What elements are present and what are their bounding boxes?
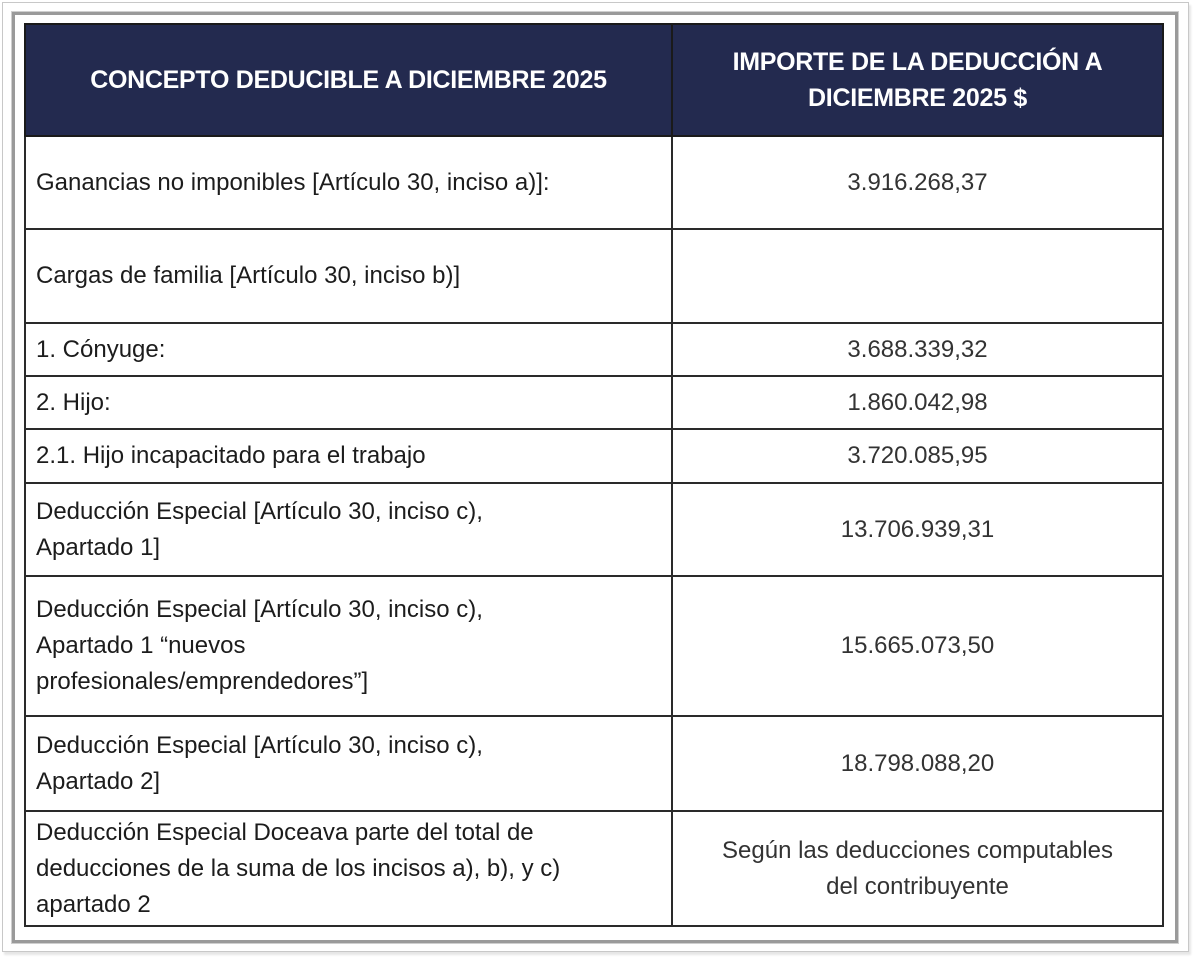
concept-cell [25, 716, 672, 811]
table-row [25, 716, 1163, 811]
concept-cell [25, 576, 672, 716]
concept-cell [25, 376, 672, 429]
concept-text: Deducción Especial [Artículo 30, inciso c), [36, 596, 483, 623]
concept-text: Apartado 2] [36, 767, 161, 795]
amount-text: del contribuyente [826, 872, 1009, 900]
amount-cell [672, 811, 1163, 926]
table-row [25, 376, 1163, 429]
table-row [25, 229, 1163, 323]
amount-text: 1.860.042,98 [847, 388, 988, 416]
amount-text: 3.916.268,37 [847, 168, 988, 196]
header-amount-line1: IMPORTE DE LA DEDUCCIÓN A [732, 48, 1103, 76]
table-row [25, 483, 1163, 576]
concept-text: profesionales/emprendedores”] [36, 668, 369, 695]
concept-text: Cargas de familia [Artículo 30, inciso b)] [36, 262, 461, 289]
header-row [25, 24, 1163, 136]
amount-text: Según las deducciones computables [722, 836, 1113, 864]
amount-cell [672, 716, 1163, 811]
concept-cell [25, 429, 672, 483]
concept-cell [25, 483, 672, 576]
concept-cell [25, 229, 672, 323]
table-row [25, 576, 1163, 716]
amount-text: 13.706.939,31 [840, 515, 995, 543]
concept-text: Apartado 1] [36, 533, 161, 561]
concept-text: 2.1. Hijo incapacitado para el trabajo [36, 442, 426, 469]
amount-cell [672, 483, 1163, 576]
concept-text: Deducción Especial [Artículo 30, inciso c), [36, 731, 483, 759]
concept-text: Deducción Especial [Artículo 30, inciso c), [36, 497, 483, 525]
amount-cell [672, 323, 1163, 376]
concept-text: apartado 2 [36, 890, 151, 918]
amount-cell [672, 429, 1163, 483]
concept-text: 1. Cónyuge: [36, 335, 166, 363]
amount-text: 18.798.088,20 [840, 749, 995, 777]
amount-text: 3.688.339,32 [847, 335, 988, 363]
amount-cell [672, 376, 1163, 429]
table-row [25, 323, 1163, 376]
concept-cell [25, 323, 672, 376]
table-row [25, 811, 1163, 926]
header-concept [25, 24, 672, 136]
table-row [25, 136, 1163, 229]
amount-cell [672, 229, 1163, 323]
table-body [25, 136, 1163, 926]
concept-text: Ganancias no imponibles [Artículo 30, inciso a)]: [36, 168, 550, 196]
concept-cell [25, 136, 672, 229]
header-amount-line2: DICIEMBRE 2025 $ [808, 84, 1027, 112]
header-amount [672, 24, 1163, 136]
concept-text: Deducción Especial Doceava parte del total de [36, 818, 534, 846]
amount-text: 15.665.073,50 [840, 632, 995, 659]
concept-text: Apartado 1 “nuevos [36, 632, 246, 659]
concept-text: 2. Hijo: [36, 388, 111, 416]
amount-cell [672, 576, 1163, 716]
concept-cell [25, 811, 672, 926]
table-row [25, 429, 1163, 483]
deductions-table [24, 23, 1164, 927]
concept-text: deducciones de la suma de los incisos a), b), y c) [36, 854, 561, 882]
amount-text: 3.720.085,95 [847, 442, 988, 469]
amount-cell [672, 136, 1163, 229]
header-concept-label: CONCEPTO DEDUCIBLE A DICIEMBRE 2025 [90, 66, 607, 94]
